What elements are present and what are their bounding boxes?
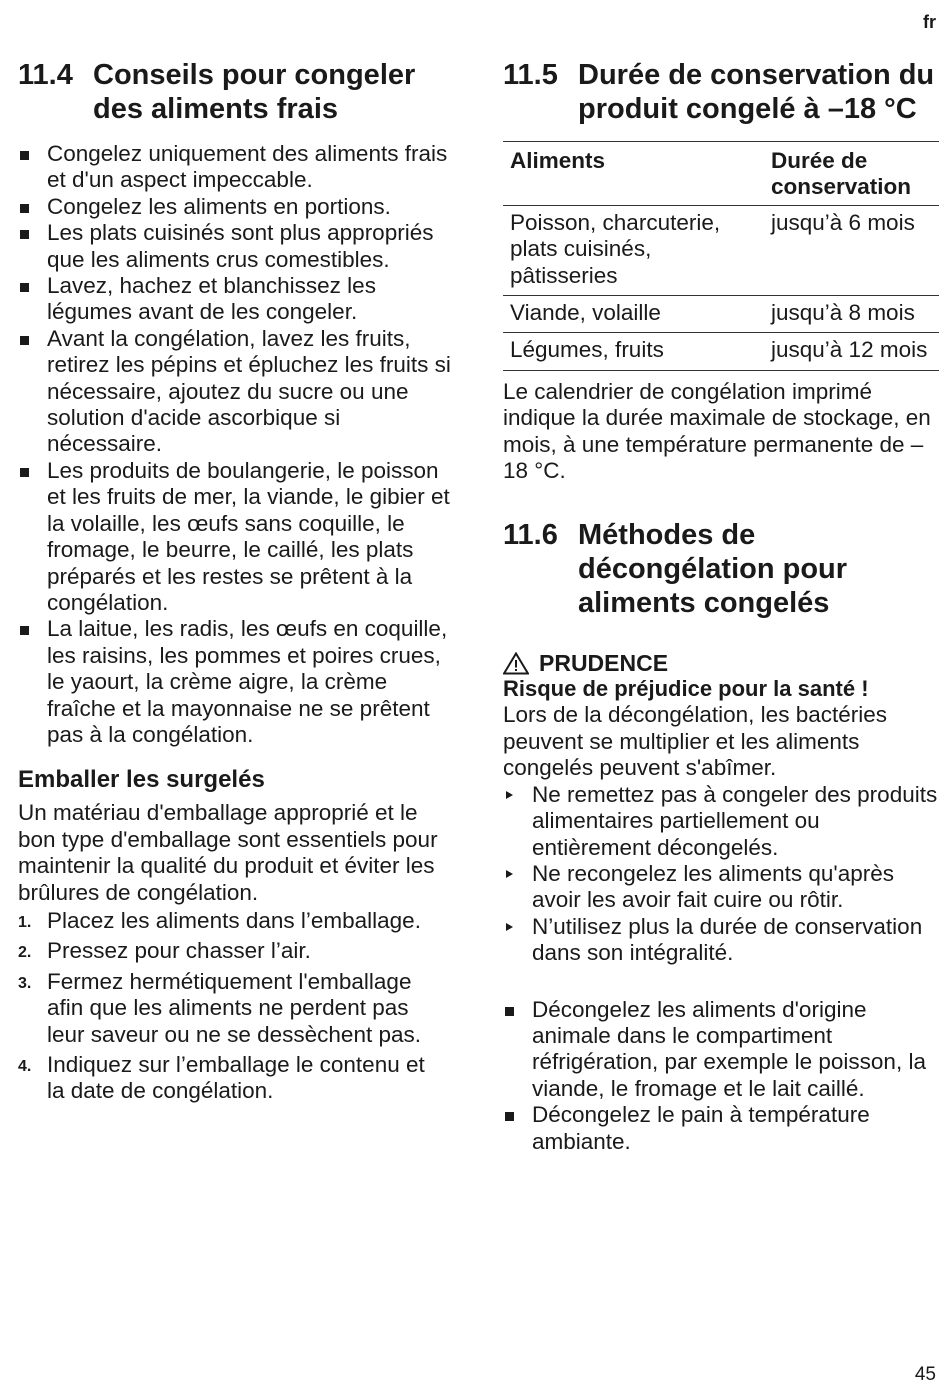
list-item: N’utilisez plus la durée de conservation dans son intégralité. [503,914,939,967]
caution-label: PRUDENCE [539,650,669,677]
page-number: 45 [914,1364,936,1385]
table-cell: jusqu’à 12 mois [771,337,928,363]
step-item [18,969,438,1048]
table-row [503,205,939,295]
storage-duration-table [503,141,939,371]
section-11-4-heading [18,58,458,126]
subsection-title: Emballer les surgelés [18,766,265,794]
section-number: 11.6 [503,519,558,552]
left-column [18,58,458,1109]
packaging-paragraph: Un matériau d'emballage approprié et le bon type d'emballage sont essentiels pour maintenir la qualité du produit et éviter les brûlures de congélation. [18,800,438,905]
step-text: Indiquez sur l’emballage le contenu et la date de congélation. [47,1052,425,1104]
section-11-5-heading [503,58,939,126]
language-code: fr [923,12,936,32]
table-cell: jusqu’à 6 mois [771,209,915,235]
step-text: Fermez hermétiquement l'emballage afin que les aliments ne perdent pas leur saveur ou ne se dessèchent pas. [47,968,421,1047]
caution-text: Lors de la décongélation, les bactéries peuvent se multiplier et les aliments congelés peuvent s'abîmer. [503,702,887,781]
warning-triangle-icon [503,652,529,675]
table-cell: Viande, volaille [510,300,661,326]
table-row [503,333,939,370]
caution-actions [503,782,939,967]
section-11-6-heading [503,518,939,620]
list-item: Décongelez le pain à température ambiante. [503,1102,939,1155]
step-number: 4. [18,1058,32,1075]
step-number: 2. [18,944,32,962]
step-item [18,938,438,964]
step-text: Pressez pour chasser l’air. [47,938,311,964]
packaging-steps [18,908,438,1105]
section-number: 11.5 [503,59,558,91]
table-cell: Poisson, charcuterie, plats cuisinés, pâtisseries [510,209,721,288]
step-text: Placez les aliments dans l’emballage. [47,907,421,933]
step-item [18,1052,438,1105]
caution-subtitle: Risque de préjudice pour la santé ! [503,676,869,702]
list-item: Congelez les aliments en portions. [18,194,454,220]
list-item: Ne remettez pas à congeler des produits alimentaires partiellement ou entièrement décongelés. [503,782,939,861]
table-cell: jusqu’à 8 mois [771,300,915,326]
list-item: Ne recongelez les aliments qu'après avoir les avoir fait cuire ou rôtir. [503,861,939,914]
list-item: Décongelez les aliments d'origine animale dans le compartiment réfrigération, par exemple le poisson, la viande, le fromage et le lait caillé. [503,997,939,1103]
list-item: Lavez, hachez et blanchissez les légumes avant de les congeler. [18,273,454,326]
table-header-row [503,142,939,206]
list-item: Congelez uniquement des aliments frais et d'un aspect impeccable. [18,141,454,194]
thawing-methods-list [503,997,939,1155]
table-cell: Légumes, fruits [510,337,664,363]
freezing-tips-list [18,141,454,748]
column-header: Durée de conservation [771,148,912,200]
step-number: 1. [18,913,32,931]
section-title: Conseils pour congeler des aliments frais [93,59,416,125]
list-item: Avant la congélation, lavez les fruits, retirez les pépins et épluchez les fruits si nécessaire, ajoutez du sucre ou une solution d'acide ascorbique si nécessaire. [18,326,454,458]
list-item: La laitue, les radis, les œufs en coquille, les raisins, les pommes et poires crues, le yaourt, la crème aigre, la crème fraîche et la mayonnaise ne se prêtent pas à la congélation. [18,616,454,748]
caution-heading [503,650,939,676]
section-title: Durée de conservation du produit congelé à –18 °C [578,59,935,125]
right-column [503,58,939,1155]
freezing-calendar-note: Le calendrier de congélation imprimé indique la durée maximale de stockage, en mois, à une température permanente de –18 °C. [503,378,931,484]
column-header: Aliments [510,148,606,173]
section-title: Méthodes de décongélation pour aliments congelés [578,519,848,620]
step-number: 3. [18,974,32,992]
list-item: Les plats cuisinés sont plus appropriés que les aliments crus comestibles. [18,220,454,273]
caution-box [503,650,939,966]
section-number: 11.4 [18,59,73,91]
table-row [503,296,939,333]
list-item: Les produits de boulangerie, le poisson et les fruits de mer, la viande, le gibier et la volaille, les œufs sans coquille, le fromage, le beurre, le caillé, les plats préparés et les restes se prêtent à la congélation. [18,458,454,616]
step-item [18,908,438,934]
